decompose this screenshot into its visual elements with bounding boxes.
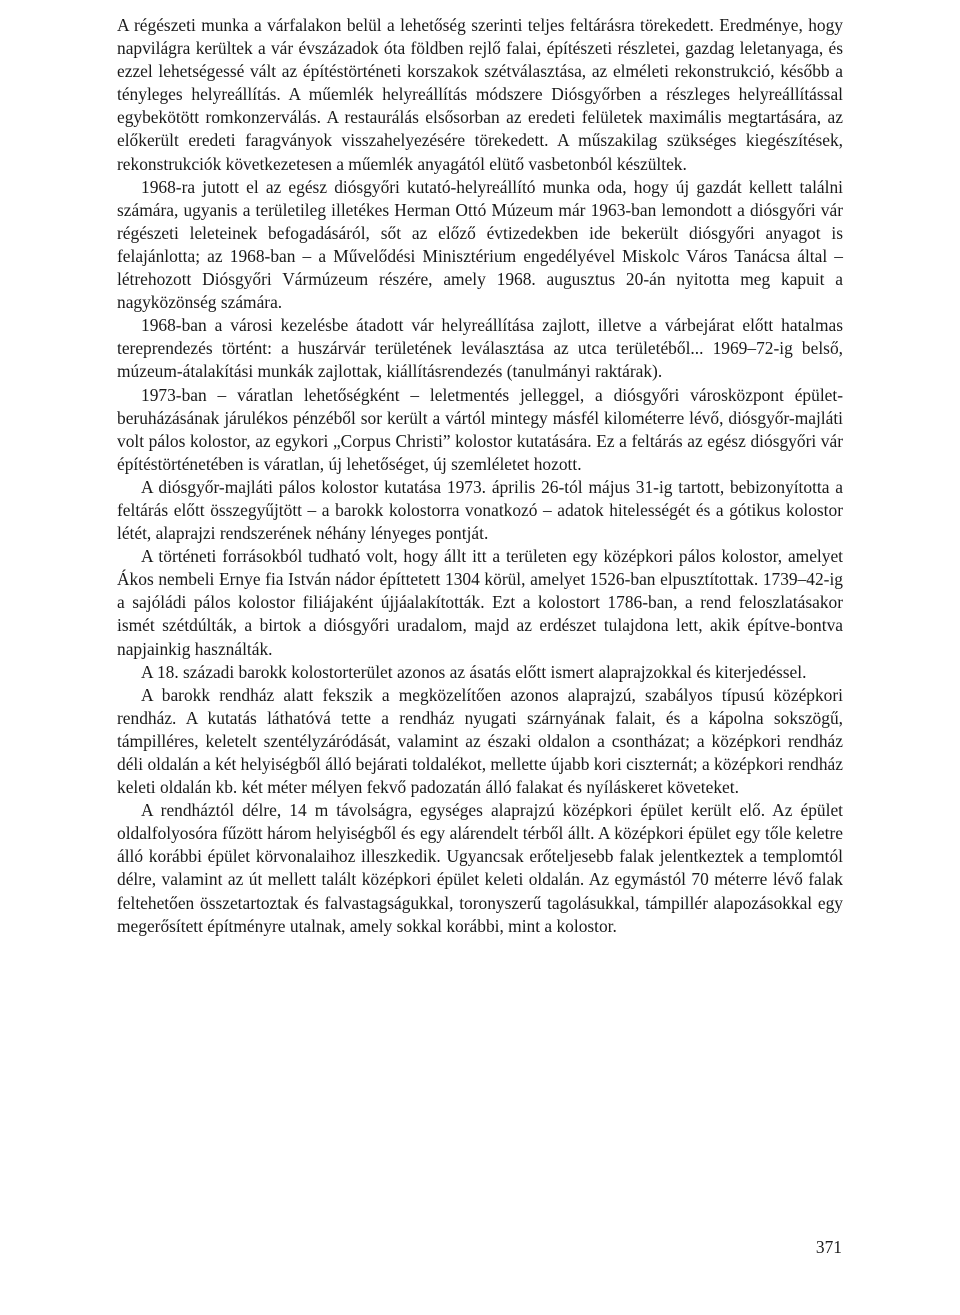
- paragraph-9: A rendháztól délre, 14 m távolságra, egységes alaprajzú középkori épület került elő. Az épület oldalfolyosóra fűzött három helyiségből és egy alárendelt térből állt. A középkori épület egy tőle keletre álló korábbi épület körvonalaihoz illeszkedik. Ugyancsak erőteljesebb falak jelentkeztek a templomtól délre, valamint az út mellett talált középkori épület keleti oldalán. Az egymástól 70 méterre lévő falak feltehetően összetartoztak és falvastagságukkal, toronyszerű tagolásukkal, támpillér alapozásokkal egy megerősített építményre utalnak, amely sokkal korábbi, mint a kolostor.: [117, 800, 843, 936]
- paragraph-3: 1968-ban a városi kezelésbe átadott vár helyreállítása zajlott, illetve a várbejárat előtt hatalmas tereprendezés történt: a huszárvár területének leválasztása az utca területéből... 1969–72-ig belső, múzeum-átalakítási munkák zajlottak, kiállításrendezés (tanulmányi raktárak).: [117, 315, 843, 382]
- paragraph-7: A 18. századi barokk kolostorterület azonos az ásatás előtt ismert alaprajzokkal és kiterjedéssel.: [141, 661, 807, 682]
- paragraph-2: 1968-ra jutott el az egész diósgyőri kutató-helyreállító munka oda, hogy új gazdát kellett találni számára, ugyanis a területileg illetékes Herman Ottó Múzeum már 1963-ban lemondott a diósgyőri vár régészeti leleteinek befogadásáról, sőt az előző évtizedekben ide bekerült diósgyőri anyagot is felajánlotta; az 1968-ban – a Művelődési Minisztérium engedélyével Miskolc Város Tanácsa által – létrehozott Diósgyőri Vármúzeum részére, amely 1968. augusztus 20-án nyitotta meg kapuit a nagyközönség számára.: [117, 176, 843, 313]
- paragraph-5: A diósgyőr-majláti pálos kolostor kutatása 1973. április 26-tól május 31-ig tartott, bebizonyította a feltárás előtt összegyűjtött – a barokk kolostorra vonatkozó – adatok hitelességét és a gótikus kolostor létét, alaprajzi rendszerének néhány lényeges pontját.: [117, 476, 843, 544]
- document-page: [117, 14, 843, 938]
- paragraph-1: A régészeti munka a várfalakon belül a lehetőség szerinti teljes feltárásra törekedett. Eredménye, hogy napvilágra kerültek a vár évszázadok óta földben rejlő falai, építészeti részletei, gazdag leletanyaga, és ezzel lehetségessé vált az építéstörténeti korszakok szétválasztása, az elméleti rekonstrukció, később a tényleges helyreállítás. A műemlék helyreállítás módszere Diósgyőrben a részleges helyreállítással egybekötött romkonzerválás. A restaurálás elsősorban az eredeti felületek maximális megtartására, az előkerült eredeti faragványok visszahelyezésére törekedett. A műszakilag szükséges kiegészítések, rekonstrukciók következetesen a műemlék anyagától elütő vasbetonból készültek.: [117, 15, 843, 174]
- paragraph-4: 1973-ban – váratlan lehetőségként – leletmentés jelleggel, a diósgyőri városközpont épület-beruházásának járulékos pénzéből sor került a vártól mintegy másfél kilométerre lévő, diósgyőr-majláti volt pálos kolostor, az egykori „Corpus Christi” kolostor kutatására. Ez a feltárás az egész diósgyőri vár építéstörténetében is váratlan, új lehetőséget, új szemléletet hozott.: [117, 384, 843, 474]
- page-number: 371: [815, 1237, 842, 1257]
- paragraph-6: A történeti forrásokból tudható volt, hogy állt itt a területen egy középkori pálos kolostor, amelyet Ákos nembeli Ernye fia István nádor építtetett 1304 körül, amelyet 1526-ban elpusztítottak. 1739–42-ig a sajóládi pálos kolostor filiájaként újjáalakították. Ezt a kolostort 1786-ban, a rend feloszlatásakor ismét szétdúlták, a birtok a diósgyőri uradalom, majd az erdészet tulajdona lett, akik építve-bontva napjainkig használták.: [117, 546, 843, 659]
- paragraph-8: A barokk rendház alatt fekszik a megközelítően azonos alaprajzú, szabályos típusú középkori rendház. A kutatás láthatóvá tette a rendház nyugati szárnyának falait, és a kápolna sokszögű, támpilléres, keletelt szentélyzáródását, valamint az északi oldalon a csontházat; a középkori rendház déli oldalán a két helyiségből álló bejárati toldalékot, mellette újabb kori ciszternát; a középkori rendház keleti oldalán kb. két méter mélyen fekvő padozatán álló falakat és nyíláskeret követeket.: [117, 684, 843, 798]
